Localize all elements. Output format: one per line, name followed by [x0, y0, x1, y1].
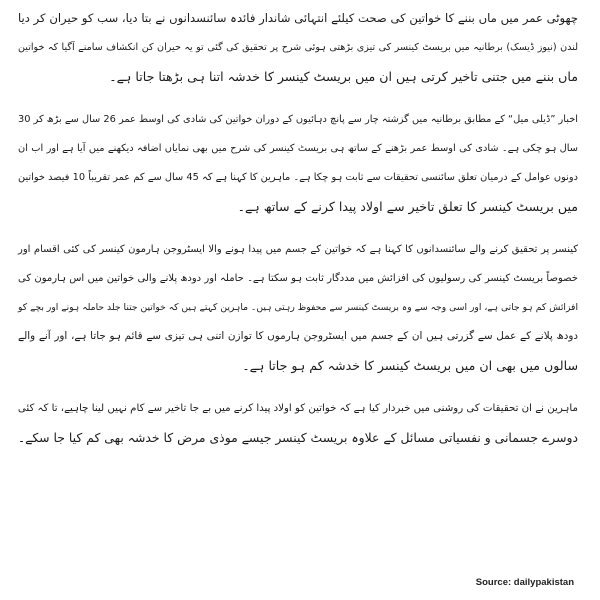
- text-line: لندن (نیوز ڈیسک) برطانیہ میں بریسٹ کینسر کی تیزی بڑھتی ہوئی شرح پر تحقیق کی گئی تو یہ حیران کن انکشاف سامنے آگیا کہ خواتین: [18, 42, 578, 53]
- text-line: چھوٹی عمر میں ماں بننے کا خواتین کی صحت کیلئے انتہائی شاندار فائدہ سائنسدانوں نے بتا دیا، سب کو حیران کر دیا: [18, 11, 578, 25]
- text-line: دودھ پلانے کے عمل سے گزرتی ہیں ان کے جسم میں ایسٹروجن ہارموں کا توازن اتنی ہی تیزی سے قائم ہو جاتا ہے، اور آنے والے: [18, 330, 578, 342]
- text-line: دوسرے جسمانی و نفسیاتی مسائل کے علاوہ بریسٹ کینسر جیسے موذی مرض کا خدشہ بھی کم کیا جا سکے۔: [17, 430, 578, 445]
- paragraph-headline-intro: [18, 4, 578, 91]
- paragraph-research: [18, 235, 578, 380]
- text-line: افزائش کم ہو جاتی ہے، اور اسی وجہ سے وہ بریسٹ کینسر سے محفوظ رہتی ہیں۔ ماہرین کہتے ہیں کہ خواتین جتنا جلد حاملہ ہونے اور بچے کو: [18, 302, 578, 313]
- source-credit: Source: dailypakistan: [475, 577, 574, 588]
- paragraph-experts-warning: [18, 394, 578, 452]
- text-line: میں بریسٹ کینسر کا تعلق تاخیر سے اولاد پیدا کرنے کے ساتھ ہے۔: [237, 199, 578, 214]
- text-line: دونوں عوامل کے درمیان تعلق سائنسی تحقیقات سے ثابت ہو چکا ہے۔ ماہرین کا کہنا ہے کہ 45 سال سے کم عمر تقریباً 10 فیصد خواتین: [18, 172, 578, 183]
- text-line: اخبار ”ڈیلی میل“ کے مطابق برطانیہ میں گزشتہ چار سے پانچ دہائیوں کے دوران خواتین کی شادی کی اوسط عمر 26 سال سے بڑھ کر 30: [18, 114, 578, 125]
- text-line: خصوصاً بریسٹ کینسر کی رسولیوں کی افزائش میں مددگار ثابت ہو سکتا ہے۔ حاملہ اور دودھ پلانے والی خواتین میں اس ہارمون کی: [18, 273, 578, 284]
- text-line: کینسر پر تحقیق کرنے والے سائنسدانوں کا کہنا ہے کہ خواتین کے جسم میں پیدا ہونے والا ایسٹروجن ہارمون کینسر کی کئی اقسام اور: [18, 244, 578, 255]
- text-line: سالوں میں بھی ان میں بریسٹ کینسر کا خدشہ کم ہو جاتا ہے۔: [242, 358, 578, 373]
- text-line: سال ہو چکی ہے۔ شادی کی اوسط عمر بڑھنے کے ساتھ ہی بریسٹ کینسر کی شرح میں بھی نمایاں اضافہ دیکھنے میں آیا ہے اور اب ان: [18, 143, 578, 154]
- text-line: ماں بننے میں جتنی تاخیر کرتی ہیں ان میں بریسٹ کینسر کا خدشہ اتنا ہی بڑھتا جاتا ہے۔: [109, 69, 578, 84]
- paragraph-daily-mail: [18, 105, 578, 221]
- text-line: ماہرین نے ان تحقیقات کی روشنی میں خبردار کیا ہے کہ خواتین کو اولاد پیدا کرنے میں بے جا تاخیر سے کام نہیں لینا چاہیے، تا کہ کئی: [17, 403, 578, 414]
